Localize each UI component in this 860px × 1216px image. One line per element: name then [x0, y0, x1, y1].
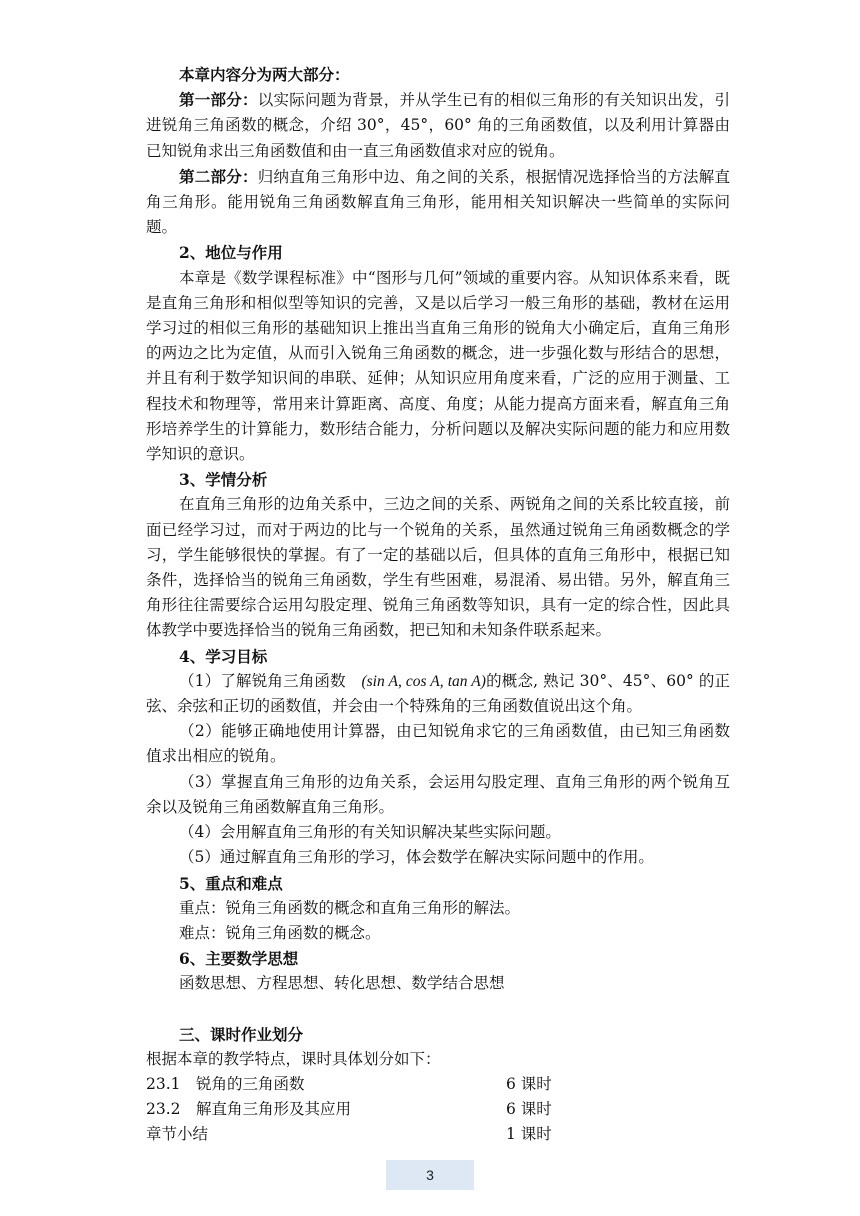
schedule-row	[146, 1097, 730, 1122]
section-3-text: 在直角三角形的边角关系中，三边之间的关系、两锐角之间的关系比较直接，前面已经学习过，而对于两边的比与一个锐角的关系，虽然通过锐角三角函数概念的学习，学生能够很快的掌握。有了一定的基础以后，但具体的直角三角形中，根据已知条件，选择恰当的锐角三角函数，学生有些困难，易混淆、易出错。另外，解直角三角形往往需要综合运用勾股定理、锐角三角函数等知识，具有一定的综合性，因此具体教学中要选择恰当的锐角三角函数，把已知和未知条件联系起来。	[146, 495, 730, 640]
schedule-item-hours: 6 课时	[506, 1074, 552, 1093]
goal-4: （4）会用解直角三角形的有关知识解决某些实际问题。	[179, 823, 561, 842]
schedule-item-name: 23.1 锐角的三角函数	[146, 1074, 305, 1093]
schedule-item-hours: 1 课时	[506, 1125, 552, 1144]
chapter-heading: 本章内容分为两大部分：	[179, 65, 350, 84]
part2-text: 归纳直角三角形中边、角之间的关系，根据情况选择恰当的方法解直角三角形。能用锐角三角函数解直角三角形，能用相关知识解决一些简单的实际问题。	[146, 167, 730, 237]
key-point: 重点：锐角三角函数的概念和直角三角形的解法。	[179, 898, 521, 917]
part2-paragraph	[146, 164, 730, 241]
schedule-row	[146, 1122, 730, 1147]
part1-text: 以实际问题为背景，并从学生已有的相似三角形的有关知识出发，引进锐角三角函数的概念，介绍 30°，45°，60° 角的三角函数值，以及利用计算器由已知锐角求出三角函数值和由一直三角函数值求对应的锐角。	[146, 91, 730, 160]
schedule-item-name: 章节小结	[146, 1125, 209, 1144]
section-4-title: 4、学习目标	[179, 646, 268, 666]
goal-1-math: (sin A, cos A, tan A)	[361, 672, 486, 690]
part1-label: 第一部分：	[179, 90, 258, 110]
section-6-text: 函数思想、方程思想、转化思想、数学结合思想	[179, 974, 505, 993]
goal-2: （2）能够正确地使用计算器，由已知锐角求它的三角函数值，由已知三角函数值求出相应的锐角。	[146, 722, 730, 766]
goal-1-pre: （1）了解锐角三角函数	[179, 671, 362, 690]
goal-3: （3）掌握直角三角形的边角关系，会运用勾股定理、直角三角形的两个锐角互余以及锐角三角函数解直角三角形。	[146, 772, 730, 816]
page-content	[146, 62, 730, 1148]
schedule-intro: 根据本章的教学特点，课时具体划分如下：	[146, 1049, 441, 1068]
spacer	[146, 997, 730, 1022]
section-3-title: 3、学情分析	[179, 470, 268, 490]
goal-1	[146, 669, 730, 719]
section-6-title: 6、主要数学思想	[179, 949, 299, 969]
section-5-title: 5、重点和难点	[179, 873, 283, 893]
part-3-title: 三、课时作业划分	[179, 1024, 304, 1044]
goal-1-post: 的概念, 熟记 30°、45°、60° 的正弦、余弦和正切的函数值，并会由一个特殊角的三角函数值说出这个角。	[146, 671, 730, 716]
goal-5: （5）通过解直角三角形的学习，体会数学在解决实际问题中的作用。	[179, 848, 654, 867]
part1-paragraph	[146, 87, 730, 164]
part2-label: 第二部分：	[179, 166, 258, 186]
schedule-row	[146, 1072, 730, 1097]
schedule-item-name: 23.2 解直角三角形及其应用	[146, 1100, 352, 1119]
section-2-text: 本章是《数学课程标准》中“图形与几何”领域的重要内容。从知识体系来看，既是直角三角形和相似型等知识的完善，又是以后学习一般三角形的基础，教材在运用学习过的相似三角形的基础知识上推出当直角三角形的锐角大小确定后，直角三角形的两边之比为定值，从而引入锐角三角函数的概念，进一步强化数与形结合的思想，并且有利于数学知识间的串联、延伸；从知识应用角度来看，广泛的应用于测量、工程技术和物理等，常用来计算距离、高度、角度；从能力提高方面来看，解直角三角形培养学生的计算能力，数形结合能力，分析问题以及解决实际问题的能力和应用数学知识的意识。	[146, 268, 730, 464]
schedule-item-hours: 6 课时	[506, 1100, 552, 1119]
difficulty-point: 难点：锐角三角函数的概念。	[179, 923, 381, 942]
section-2-title: 2、地位与作用	[179, 243, 283, 263]
page-number: 3	[386, 1160, 474, 1190]
